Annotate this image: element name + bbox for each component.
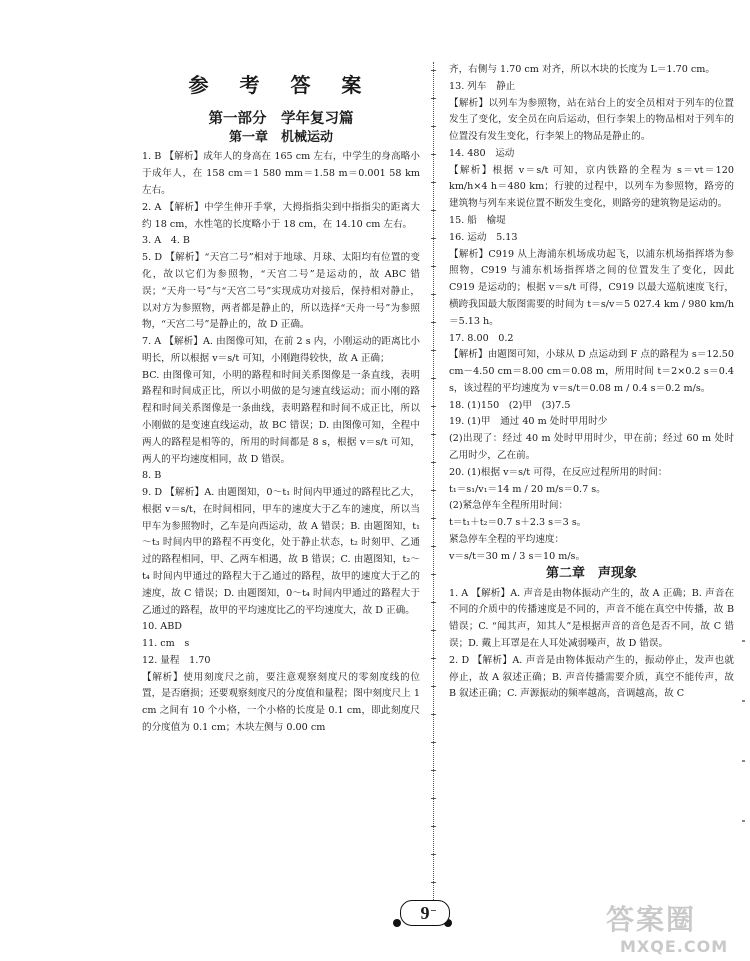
divider-tick — [431, 294, 436, 295]
answer-item: 15. 船 榆堤 — [449, 215, 506, 227]
answer-item: 2. A 【解析】中学生伸开手掌，大拇指指尖到中指指尖的距离大约 18 cm，水性笔的长度略小于 18 cm，在 14.10 cm 左右。 — [142, 201, 420, 230]
divider-tick — [431, 490, 436, 491]
divider-tick — [431, 378, 436, 379]
answer-item: 【解析】根据 v＝s/t 可知，京内铁路的全程为 s＝vt＝120 km/h×4 h＝480 km；行驶的过程中，以列车为参照物，路旁的建筑物与列车来说位置不断发生变化，则路旁的建筑物是运动的。 — [449, 164, 734, 210]
answer-item: 齐，右侧与 1.70 cm 对齐，所以木块的长度为 L＝1.70 cm。 — [449, 64, 715, 75]
divider-tick — [431, 70, 436, 71]
answer-item: 8. B — [142, 470, 162, 482]
divider-tick — [431, 322, 436, 323]
divider-tick — [431, 126, 436, 127]
divider-tick — [431, 882, 436, 883]
answer-item: 17. 8.00 0.2 — [449, 332, 514, 344]
margin-mark — [742, 760, 745, 762]
watermark-logo: 答案圈 — [606, 903, 697, 936]
margin-mark — [742, 700, 745, 702]
divider-tick — [431, 210, 436, 211]
answer-item: 紧急停车全程的平均速度： — [449, 533, 565, 545]
left-answers — [142, 149, 420, 736]
answer-item: 2. D 【解析】A. 声音是由物体振动产生的，振动停止，发声也就停止，故 A 叙述正确；B. 声音传播需要介质，真空不能传声，故 B 叙述正确；C. 声源振动的频率越高，音调越高，故 C — [449, 654, 734, 700]
answer-item: 10. ABD — [142, 621, 182, 633]
divider-tick — [431, 602, 436, 603]
watermark-url: MXQE.COM — [620, 937, 729, 956]
answer-item: 【解析】C919 从上海浦东机场成功起飞，以浦东机场指挥塔为参照物，C919 与浦东机场指挥塔之间的位置发生了变化，因此 C919 是运动的；根据 v＝s/t 可得，C919 以最大巡航速度飞行，横跨我国最大版图需要的时间为 t＝s/v＝5 027.4 km / 980 km/h＝5.13 h。 — [449, 248, 734, 327]
divider-tick — [431, 266, 436, 267]
left-column — [142, 62, 420, 737]
answer-item: 9. D 【解析】A. 由题图知，0～t₁ 时间内甲通过的路程比乙大，根据 v＝s/t，在时间相同，甲车的速度大于乙车的速度，所以当甲车为参照物时，乙车是向西运动，故 A 错误；B. 由题图知，t₁～t₃ 时间内甲的路程不再变化，处于静止状态，t₂ 时刻甲、乙通过的路程相同，甲、乙两车相遇，故 B 错误；C. 由题图知，t₂～t₄ 时间内甲通过的路程大于乙通过的路程，故甲的速度大于乙的速度，故 C 错误；D. 由题图知，0～t₄ 时间内甲通过的路程大于乙通过的路程，故甲的平均速度比乙的平均速度大，故 D 正确。 — [142, 487, 420, 616]
divider-tick — [431, 182, 436, 183]
answer-item: (2)紧急停车全程所用时间： — [449, 500, 569, 512]
divider-tick — [431, 434, 436, 435]
answer-item: 19. (1)甲 通过 40 m 处时甲用时少 — [449, 416, 608, 428]
divider-tick — [431, 154, 436, 155]
divider-tick — [431, 574, 436, 575]
divider-tick — [431, 798, 436, 799]
divider-tick — [431, 714, 436, 715]
answer-item: t＝t₁＋t₂＝0.7 s＋2.3 s＝3 s。 — [449, 517, 587, 529]
divider-tick — [431, 546, 436, 547]
answer-item: 5. D 【解析】“天宫二号”相对于地球、月球、太阳均有位置的变化，故以它们为参照物，“天宫二号”是运动的，故 ABC 错误；“天舟一号”与“天宫二号”实现成功对接后，保持相对静止，以对方为参照物，两者都是静止的，所以选择“天舟一号”为参照物，“天宫二号”是静止的，故 D 正确。 — [142, 252, 420, 331]
answer-item: 7. A 【解析】A. 由图像可知，在前 2 s 内，小刚运动的距离比小明长，所以根据 v＝s/t 可知，小刚跑得较快，故 A 正确； — [142, 336, 420, 364]
answer-item: 20. (1)根据 v＝s/t 可得，在反应过程所用的时间： — [449, 466, 668, 478]
answer-item: 12. 量程 1.70 — [142, 654, 211, 666]
answer-item: v＝s/t＝30 m / 3 s＝10 m/s。 — [449, 550, 586, 562]
divider-tick — [431, 462, 436, 463]
divider-tick — [431, 630, 436, 631]
divider-tick — [431, 238, 436, 239]
divider-tick — [431, 826, 436, 827]
answer-item: 14. 480 运动 — [449, 147, 515, 159]
answer-item: 13. 列车 静止 — [449, 80, 516, 92]
page-number-ornament — [393, 919, 401, 927]
answer-item: (2)出现了：经过 40 m 处时甲用时少，甲在前；经过 60 m 处时乙用时少，乙在前。 — [449, 433, 734, 461]
divider-tick — [431, 854, 436, 855]
answer-item: 【解析】使用刻度尺之前，要注意观察刻度尺的零刻度线的位置，是否磨损；还要观察刻度尺的分度值和量程；图中刻度尺上 1 cm 之间有 10 个小格，一个小格的长度是 0.1 cm，即此刻度尺的分度值为 0.1 cm；木块左侧与 0.00 cm — [142, 671, 420, 734]
column-divider — [433, 62, 434, 922]
answer-item: t₁＝s₁/v₁＝14 m / 20 m/s＝0.7 s。 — [449, 483, 606, 495]
answer-item: 【解析】以列车为参照物，站在站台上的安全员相对于列车的位置发生了变化，安全员在向后运动，但行李架上的物品相对于列车的位置没有发生变化，行李架上的物品是静止的。 — [449, 97, 734, 143]
answer-item: 16. 运动 5.13 — [449, 231, 518, 243]
answer-item: 1. B 【解析】成年人的身高在 165 cm 左右，中学生的身高略小于成年人，在 158 cm＝1 580 mm＝1.58 m＝0.001 58 km 左右。 — [142, 151, 420, 197]
chapter-2-title: 第二章 声现象 — [545, 566, 637, 582]
divider-tick — [431, 518, 436, 519]
divider-tick — [431, 686, 436, 687]
right-column — [449, 62, 734, 703]
answer-item: BC. 由图像可知，小明的路程和时间关系图像是一条直线，表明路程和时间成正比，所以小明做的是匀速直线运动；而小刚的路程和时间关系图像是一条曲线，表明路程和时间不成正比，所以小刚做的是变速直线运动，故 BC 错误；D. 由图像可知，全程中两人的路程是相等的，所用的时间都是 8 s，根据 v＝s/t 可知，两人的平均速度相同，故 D 错误。 — [142, 369, 420, 465]
answer-item: 18. (1)150 (2)甲 (3)7.5 — [449, 399, 571, 411]
page-number: 9 — [400, 900, 450, 926]
divider-tick — [431, 350, 436, 351]
margin-mark — [742, 640, 745, 642]
divider-tick — [431, 658, 436, 659]
divider-tick — [431, 406, 436, 407]
divider-tick — [431, 910, 436, 911]
divider-tick — [431, 770, 436, 771]
divider-tick — [431, 98, 436, 99]
divider-tick — [431, 742, 436, 743]
chapter-1-title: 第一章 机械运动 — [228, 130, 333, 146]
answer-item: 3. A 4. B — [142, 235, 190, 247]
answer-item: 【解析】由题图可知，小球从 D 点运动到 F 点的路程为 s＝12.50 cm－4.50 cm＝8.00 cm＝0.08 m，所用时间 t＝2×0.2 s＝0.4 s，该过程的平均速度为 v＝s/t＝0.08 m / 0.4 s＝0.2 m/s。 — [449, 349, 734, 394]
answer-item: 11. cm s — [142, 638, 190, 650]
answer-item: 1. A 【解析】A. 声音是由物体振动产生的，故 A 正确；B. 声音在不同的介质中的传播速度是不同的，声音不能在真空中传播，故 B 错误；C. “闻其声，知其人”是根据声音的音色是否不同，故 C 错误；D. 戴上耳罩是在人耳处减弱噪声，故 D 错误。 — [449, 587, 734, 649]
answer-key-title: 参 考 答 案 — [188, 73, 374, 97]
part-title: 第一部分 学年复习篇 — [208, 110, 354, 127]
margin-mark — [742, 820, 745, 822]
